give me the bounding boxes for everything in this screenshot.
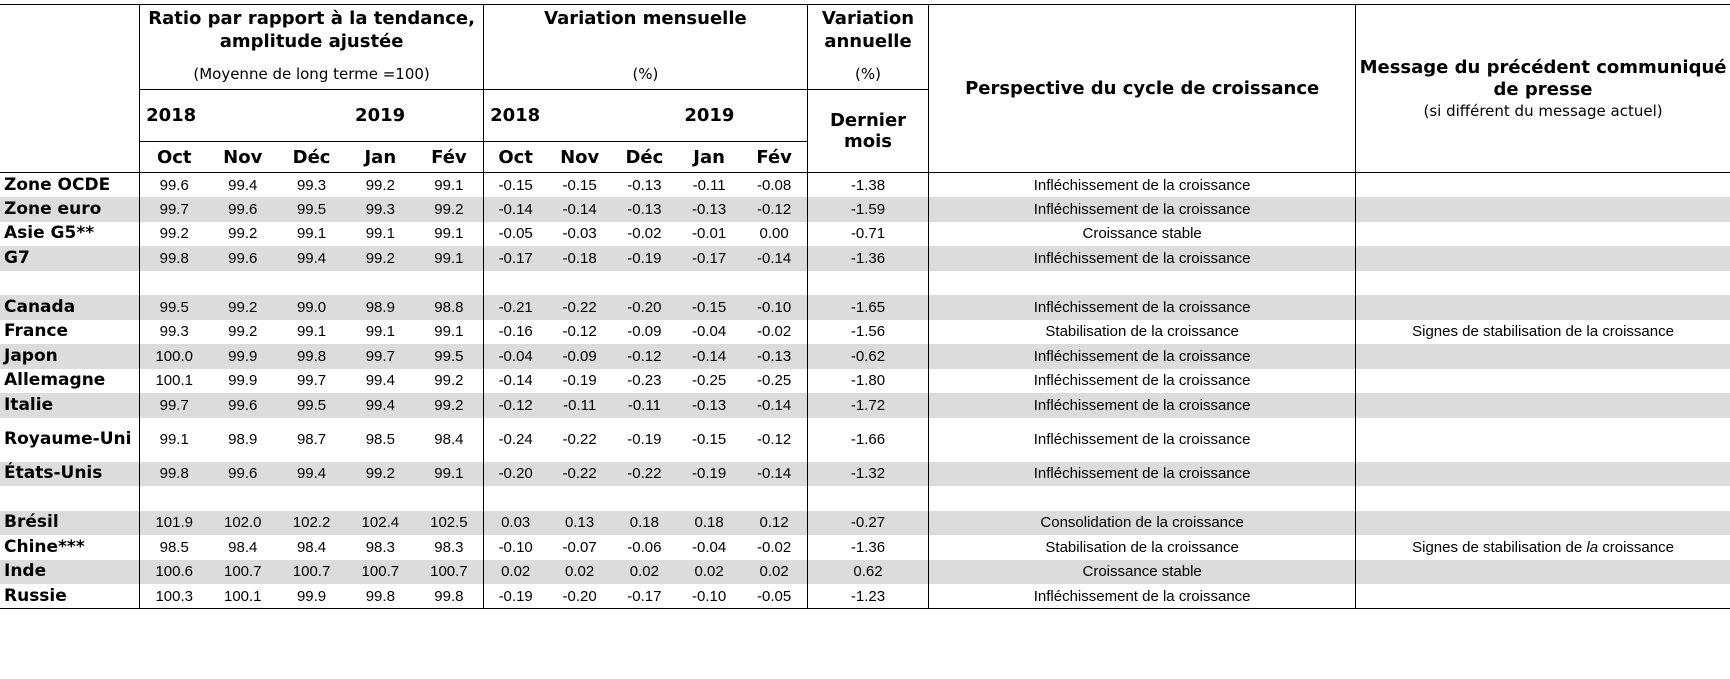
ratio-value: 99.6 bbox=[208, 246, 277, 271]
ratio-value: 102.5 bbox=[415, 511, 484, 536]
country-name: Royaume-Uni bbox=[0, 418, 140, 462]
growth-perspective: Infléchissement de la croissance bbox=[929, 295, 1356, 320]
monthly-change: 0.03 bbox=[484, 511, 548, 536]
ratio-value: 99.9 bbox=[208, 344, 277, 369]
empty-cell bbox=[612, 486, 677, 511]
ratio-year-2019: 2019 bbox=[277, 90, 483, 142]
empty-cell bbox=[208, 486, 277, 511]
growth-perspective: Croissance stable bbox=[929, 560, 1356, 585]
ratio-value: 99.6 bbox=[208, 393, 277, 418]
ratio-value: 99.4 bbox=[346, 393, 415, 418]
growth-perspective: Stabilisation de la croissance bbox=[929, 535, 1356, 560]
monthly-change: 0.02 bbox=[677, 560, 742, 585]
ratio-value: 99.7 bbox=[346, 344, 415, 369]
ratio-value: 100.1 bbox=[208, 584, 277, 609]
monthly-change: -0.13 bbox=[741, 344, 807, 369]
ratio-value: 98.3 bbox=[365, 538, 395, 556]
empty-cell bbox=[929, 271, 1356, 296]
annual-change: -1.65 bbox=[807, 295, 928, 320]
country-name: Zone OCDE bbox=[0, 173, 140, 198]
monthly-change: -0.11 bbox=[692, 176, 726, 194]
country-name: France bbox=[0, 320, 140, 345]
monthly-change: -0.07 bbox=[562, 538, 597, 556]
message-text: Signes de stabilisation de bbox=[1412, 538, 1587, 556]
previous-message bbox=[1356, 511, 1730, 536]
annual-change: -1.80 bbox=[807, 369, 928, 394]
ratio-value: 99.4 bbox=[228, 176, 258, 194]
ratio-value: 99.6 bbox=[208, 462, 277, 487]
monthly-change: -0.14 bbox=[484, 197, 548, 222]
ratio-value: 99.8 bbox=[140, 246, 209, 271]
monthly-change: -0.25 bbox=[692, 372, 727, 390]
monthly-header: Variation mensuelle bbox=[484, 5, 808, 60]
ratio-value: 99.1 bbox=[296, 323, 327, 341]
previous-message bbox=[1356, 393, 1730, 418]
ratio-value: 99.8 bbox=[140, 462, 209, 487]
empty-cell bbox=[484, 271, 548, 296]
monthly-change: -0.14 bbox=[741, 393, 807, 418]
growth-perspective: Croissance stable bbox=[929, 222, 1356, 247]
monthly-change: -0.19 bbox=[484, 584, 548, 609]
monthly-change: -0.19 bbox=[612, 246, 677, 271]
ratio-value: 99.3 bbox=[296, 176, 327, 194]
ratio-value: 100.7 bbox=[277, 560, 346, 585]
ratio-value: 100.3 bbox=[140, 584, 209, 609]
month-header: Déc bbox=[612, 142, 677, 173]
ratio-value: 98.5 bbox=[159, 538, 189, 556]
ratio-header: Ratio par rapport à la tendance, amplitude ajustée bbox=[140, 5, 484, 60]
ratio-value: 99.1 bbox=[365, 323, 395, 341]
table-row bbox=[0, 418, 1730, 462]
previous-message bbox=[1356, 197, 1730, 222]
country-name: Japon bbox=[0, 344, 140, 369]
empty-cell bbox=[484, 486, 548, 511]
table-row bbox=[0, 222, 1730, 247]
table-body bbox=[0, 173, 1730, 609]
ratio-value: 99.1 bbox=[415, 222, 484, 247]
monthly-change: -0.05 bbox=[741, 584, 807, 609]
annual-change: -1.23 bbox=[807, 584, 928, 609]
month-header: Jan bbox=[346, 142, 415, 173]
monthly-change: -0.14 bbox=[547, 197, 612, 222]
monthly-change: -0.19 bbox=[677, 462, 742, 487]
empty-cell bbox=[547, 271, 612, 296]
monthly-change: 0.13 bbox=[547, 511, 612, 536]
monthly-change: -0.13 bbox=[627, 176, 662, 194]
annual-header: Variation annuelle bbox=[807, 5, 928, 60]
ratio-value: 99.1 bbox=[415, 320, 484, 345]
empty-cell bbox=[346, 271, 415, 296]
annual-change: -1.56 bbox=[807, 320, 928, 345]
ratio-value: 99.2 bbox=[346, 246, 415, 271]
monthly-change: -0.22 bbox=[547, 295, 612, 320]
previous-message bbox=[1356, 535, 1730, 560]
empty-cell bbox=[208, 271, 277, 296]
empty-cell bbox=[140, 486, 209, 511]
ratio-value: 99.2 bbox=[228, 225, 258, 243]
country-name: Chine*** bbox=[0, 535, 140, 560]
monthly-change: -0.12 bbox=[562, 323, 597, 341]
monthly-change: -0.12 bbox=[741, 197, 807, 222]
monthly-change: -0.25 bbox=[741, 369, 807, 394]
empty-cell bbox=[807, 271, 928, 296]
month-header: Jan bbox=[677, 142, 742, 173]
cli-table bbox=[0, 4, 1730, 609]
monthly-change: -0.17 bbox=[612, 584, 677, 609]
ratio-value: 98.5 bbox=[365, 431, 395, 448]
empty-cell bbox=[277, 486, 346, 511]
previous-message: Signes de stabilisation de la croissance bbox=[1412, 323, 1674, 341]
ratio-value: 99.8 bbox=[277, 344, 346, 369]
growth-perspective: Infléchissement de la croissance bbox=[929, 369, 1356, 394]
growth-perspective: Infléchissement de la croissance bbox=[929, 393, 1356, 418]
ratio-value: 99.2 bbox=[346, 462, 415, 487]
country-name: Allemagne bbox=[0, 369, 140, 394]
ratio-value: 99.2 bbox=[208, 295, 277, 320]
ratio-value: 100.7 bbox=[208, 560, 277, 585]
annual-change: -1.72 bbox=[807, 393, 928, 418]
country-name: Inde bbox=[0, 560, 140, 585]
message-header bbox=[1356, 5, 1730, 173]
monthly-change: -0.02 bbox=[741, 320, 807, 345]
ratio-value: 99.4 bbox=[277, 462, 346, 487]
ratio-value: 98.9 bbox=[346, 295, 415, 320]
monthly-change: -0.15 bbox=[498, 176, 533, 194]
country-name: Russie bbox=[0, 584, 140, 609]
monthly-change: -0.12 bbox=[484, 393, 548, 418]
ratio-value: 99.1 bbox=[365, 225, 395, 243]
monthly-change: -0.21 bbox=[484, 295, 548, 320]
growth-perspective: Infléchissement de la croissance bbox=[929, 584, 1356, 609]
ratio-value: 98.4 bbox=[296, 538, 327, 556]
empty-cell bbox=[0, 271, 140, 296]
annual-change: -0.71 bbox=[807, 222, 928, 247]
blank-header-cell bbox=[0, 142, 140, 173]
monthly-change: -0.23 bbox=[627, 372, 662, 390]
monthly-change: -0.02 bbox=[627, 225, 662, 243]
ratio-value: 99.8 bbox=[415, 584, 484, 609]
growth-perspective: Stabilisation de la croissance bbox=[929, 320, 1356, 345]
monthly-change: -0.08 bbox=[741, 173, 807, 198]
previous-message bbox=[1356, 246, 1730, 271]
month-header: Déc bbox=[277, 142, 346, 173]
empty-cell bbox=[741, 486, 807, 511]
monthly-change: -0.17 bbox=[677, 246, 742, 271]
ratio-value: 102.2 bbox=[277, 511, 346, 536]
message-text: croissance bbox=[1598, 538, 1674, 556]
ratio-value: 99.1 bbox=[415, 246, 484, 271]
growth-perspective: Infléchissement de la croissance bbox=[929, 197, 1356, 222]
ratio-value: 99.7 bbox=[140, 393, 209, 418]
country-name: Canada bbox=[0, 295, 140, 320]
ratio-value: 99.9 bbox=[228, 372, 258, 390]
monthly-year-2019: 2019 bbox=[612, 90, 807, 142]
ratio-value: 99.2 bbox=[365, 176, 395, 194]
monthly-change: -0.14 bbox=[741, 246, 807, 271]
table-row bbox=[0, 369, 1730, 394]
ratio-value: 99.2 bbox=[159, 225, 189, 243]
ratio-value: 99.4 bbox=[365, 372, 395, 390]
monthly-change: 0.00 bbox=[741, 222, 807, 247]
ratio-value: 98.3 bbox=[415, 535, 484, 560]
ratio-value: 99.5 bbox=[415, 344, 484, 369]
monthly-change: -0.22 bbox=[562, 431, 597, 448]
empty-cell bbox=[929, 486, 1356, 511]
table-row bbox=[0, 393, 1730, 418]
country-name: Brésil bbox=[0, 511, 140, 536]
table-row bbox=[0, 344, 1730, 369]
table-row bbox=[0, 295, 1730, 320]
previous-message bbox=[1356, 369, 1730, 394]
growth-perspective: Infléchissement de la croissance bbox=[929, 418, 1356, 462]
monthly-change: -0.04 bbox=[484, 344, 548, 369]
annual-change: -1.38 bbox=[807, 173, 928, 198]
table-row bbox=[0, 320, 1730, 345]
ratio-value: 99.6 bbox=[208, 197, 277, 222]
monthly-change: -0.06 bbox=[627, 538, 662, 556]
message-header-title: Message du précédent communiqué de presse bbox=[1359, 56, 1727, 100]
country-name: Zone euro bbox=[0, 197, 140, 222]
previous-message bbox=[1356, 584, 1730, 609]
monthly-change: 0.02 bbox=[612, 560, 677, 585]
table-row bbox=[0, 173, 1730, 198]
month-header: Oct bbox=[140, 142, 209, 173]
monthly-change: 0.18 bbox=[612, 511, 677, 536]
monthly-change: -0.03 bbox=[562, 225, 597, 243]
monthly-change: -0.19 bbox=[627, 431, 662, 448]
empty-cell bbox=[415, 486, 484, 511]
ratio-value: 99.3 bbox=[346, 197, 415, 222]
growth-perspective: Infléchissement de la croissance bbox=[929, 462, 1356, 487]
ratio-value: 99.1 bbox=[415, 173, 484, 198]
monthly-change: 0.18 bbox=[677, 511, 742, 536]
ratio-value: 99.2 bbox=[228, 323, 258, 341]
monthly-subheader: (%) bbox=[484, 60, 808, 90]
ratio-value: 99.1 bbox=[296, 225, 327, 243]
month-header: Nov bbox=[208, 142, 277, 173]
month-header: Nov bbox=[547, 142, 612, 173]
monthly-change: -0.12 bbox=[741, 418, 807, 462]
empty-cell bbox=[140, 271, 209, 296]
monthly-change: -0.04 bbox=[692, 538, 727, 556]
monthly-change: -0.09 bbox=[627, 323, 662, 341]
table-row bbox=[0, 584, 1730, 609]
ratio-value: 102.4 bbox=[346, 511, 415, 536]
monthly-change: 0.12 bbox=[741, 511, 807, 536]
message-italic-word: la bbox=[1586, 538, 1599, 556]
ratio-value: 99.1 bbox=[159, 431, 189, 448]
ratio-value: 100.7 bbox=[346, 560, 415, 585]
table-row bbox=[0, 535, 1730, 560]
monthly-change: -0.13 bbox=[612, 197, 677, 222]
annual-change: -1.32 bbox=[807, 462, 928, 487]
table-row bbox=[0, 511, 1730, 536]
monthly-change: -0.02 bbox=[741, 535, 807, 560]
ratio-value: 99.7 bbox=[296, 372, 327, 390]
monthly-change: -0.14 bbox=[741, 462, 807, 487]
annual-last-month-header: Dernier mois bbox=[807, 90, 928, 173]
monthly-change: -0.15 bbox=[562, 176, 597, 194]
monthly-change: -0.10 bbox=[741, 295, 807, 320]
table-row bbox=[0, 560, 1730, 585]
empty-cell bbox=[612, 271, 677, 296]
monthly-change: -0.04 bbox=[692, 323, 727, 341]
monthly-change: -0.13 bbox=[677, 197, 742, 222]
monthly-change: -0.22 bbox=[612, 462, 677, 487]
ratio-value: 102.0 bbox=[208, 511, 277, 536]
country-name: G7 bbox=[0, 246, 140, 271]
previous-message bbox=[1356, 462, 1730, 487]
empty-cell bbox=[346, 486, 415, 511]
message-header-subtitle: (si différent du message actuel) bbox=[1423, 101, 1663, 120]
growth-perspective: Infléchissement de la croissance bbox=[929, 344, 1356, 369]
ratio-value: 98.9 bbox=[228, 431, 258, 448]
monthly-change: -0.16 bbox=[498, 323, 533, 341]
ratio-value: 100.0 bbox=[140, 344, 209, 369]
ratio-value: 98.8 bbox=[415, 295, 484, 320]
previous-message bbox=[1356, 560, 1730, 585]
monthly-change: 0.02 bbox=[741, 560, 807, 585]
ratio-value: 99.3 bbox=[159, 323, 189, 341]
monthly-change: -0.13 bbox=[677, 393, 742, 418]
monthly-change: -0.15 bbox=[677, 295, 742, 320]
previous-message bbox=[1356, 173, 1730, 198]
table-row bbox=[0, 246, 1730, 271]
monthly-change: 0.02 bbox=[547, 560, 612, 585]
ratio-subheader: (Moyenne de long terme =100) bbox=[140, 60, 484, 90]
ratio-value: 100.1 bbox=[155, 372, 193, 390]
monthly-change: -0.14 bbox=[498, 372, 533, 390]
annual-change: 0.62 bbox=[807, 560, 928, 585]
monthly-change: -0.05 bbox=[498, 225, 533, 243]
month-header: Oct bbox=[484, 142, 548, 173]
ratio-value: 99.0 bbox=[277, 295, 346, 320]
monthly-change: -0.17 bbox=[484, 246, 548, 271]
empty-cell bbox=[0, 486, 140, 511]
monthly-change: -0.12 bbox=[612, 344, 677, 369]
spacer-row bbox=[0, 271, 1730, 296]
annual-change: -1.59 bbox=[807, 197, 928, 222]
annual-subheader: (%) bbox=[807, 60, 928, 90]
annual-change: -0.62 bbox=[807, 344, 928, 369]
country-name: Asie G5** bbox=[0, 222, 140, 247]
empty-cell bbox=[1356, 271, 1730, 296]
growth-perspective: Infléchissement de la croissance bbox=[929, 246, 1356, 271]
ratio-value: 99.5 bbox=[140, 295, 209, 320]
monthly-change: -0.19 bbox=[562, 372, 597, 390]
monthly-change: -0.09 bbox=[547, 344, 612, 369]
monthly-change: -0.22 bbox=[547, 462, 612, 487]
table-row bbox=[0, 462, 1730, 487]
empty-cell bbox=[1356, 486, 1730, 511]
monthly-change: -0.15 bbox=[692, 431, 727, 448]
growth-perspective: Infléchissement de la croissance bbox=[929, 173, 1356, 198]
empty-cell bbox=[741, 271, 807, 296]
month-header: Fév bbox=[741, 142, 807, 173]
empty-cell bbox=[547, 486, 612, 511]
empty-cell bbox=[677, 486, 742, 511]
month-header: Fév bbox=[415, 142, 484, 173]
monthly-change: -0.10 bbox=[498, 538, 533, 556]
monthly-change: -0.14 bbox=[677, 344, 742, 369]
ratio-year-2018: 2018 bbox=[146, 105, 197, 126]
monthly-change: -0.11 bbox=[612, 393, 677, 418]
ratio-value: 99.8 bbox=[346, 584, 415, 609]
ratio-value: 99.9 bbox=[277, 584, 346, 609]
annual-change: -0.27 bbox=[807, 511, 928, 536]
ratio-value: 99.2 bbox=[415, 393, 484, 418]
monthly-change: -0.24 bbox=[498, 431, 533, 448]
ratio-value: 99.7 bbox=[140, 197, 209, 222]
ratio-value: 100.6 bbox=[140, 560, 209, 585]
corner-cell bbox=[0, 5, 140, 90]
annual-change: -1.36 bbox=[807, 535, 928, 560]
monthly-change: -0.11 bbox=[547, 393, 612, 418]
monthly-change: -0.20 bbox=[547, 584, 612, 609]
country-name: États-Unis bbox=[0, 462, 140, 487]
ratio-value: 98.4 bbox=[415, 418, 484, 462]
monthly-change: -0.20 bbox=[484, 462, 548, 487]
ratio-value: 99.6 bbox=[159, 176, 189, 194]
monthly-change: -0.01 bbox=[692, 225, 727, 243]
perspective-header: Perspective du cycle de croissance bbox=[929, 5, 1356, 173]
ratio-value: 98.4 bbox=[228, 538, 258, 556]
monthly-change: -0.18 bbox=[547, 246, 612, 271]
ratio-value: 99.2 bbox=[415, 369, 484, 394]
ratio-value: 100.7 bbox=[415, 560, 484, 585]
previous-message bbox=[1356, 418, 1730, 462]
blank-header-cell bbox=[0, 90, 140, 142]
table-row bbox=[0, 197, 1730, 222]
monthly-change: -0.10 bbox=[677, 584, 742, 609]
country-name: Italie bbox=[0, 393, 140, 418]
empty-cell bbox=[807, 486, 928, 511]
ratio-value: 99.1 bbox=[415, 462, 484, 487]
ratio-value: 99.2 bbox=[415, 197, 484, 222]
ratio-value: 98.7 bbox=[296, 431, 327, 448]
annual-change: -1.36 bbox=[807, 246, 928, 271]
previous-message bbox=[1356, 222, 1730, 247]
monthly-year-2018: 2018 bbox=[490, 105, 541, 126]
ratio-value: 99.4 bbox=[277, 246, 346, 271]
monthly-change: 0.02 bbox=[484, 560, 548, 585]
empty-cell bbox=[415, 271, 484, 296]
spacer-row bbox=[0, 486, 1730, 511]
ratio-value: 99.5 bbox=[277, 197, 346, 222]
annual-change: -1.66 bbox=[807, 418, 928, 462]
previous-message bbox=[1356, 295, 1730, 320]
monthly-change: -0.20 bbox=[612, 295, 677, 320]
empty-cell bbox=[277, 271, 346, 296]
ratio-value: 99.5 bbox=[277, 393, 346, 418]
growth-perspective: Consolidation de la croissance bbox=[929, 511, 1356, 536]
empty-cell bbox=[677, 271, 742, 296]
ratio-value: 101.9 bbox=[140, 511, 209, 536]
previous-message bbox=[1356, 344, 1730, 369]
